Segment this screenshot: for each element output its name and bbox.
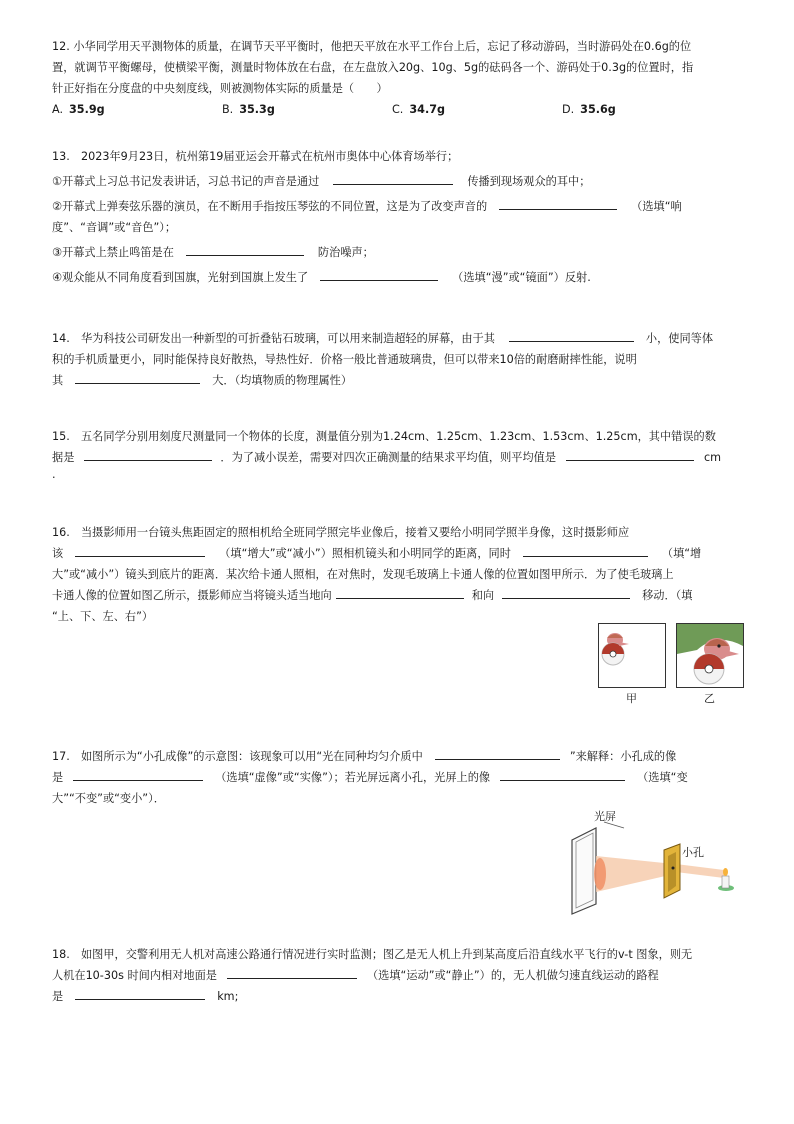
q15-line-3: . [52, 468, 56, 481]
q15-blank-2[interactable] [566, 447, 694, 461]
caption-yi: 乙 [704, 692, 715, 705]
q15-line-2: 据是 ．为了减小误差，需要对四次正确测量的结果求平均值，则平均值是 cm [52, 447, 742, 468]
q12-option-c[interactable]: C. 34.7g [392, 103, 445, 116]
q13-item-2: ②开幕式上弹奏弦乐器的演员，在不断用手指按压琴弦的不同位置，这是为了改变声音的 （选填“响 [52, 196, 742, 217]
q13-item-2-cont: 度”、“音调”或“音色”）； [52, 221, 177, 234]
question-14 [52, 328, 742, 391]
q15-line-1: 15. 五名同学分别用刻度尺测量同一个物体的长度，测量值分别为1.24cm、1.25cm、1.23cm、1.53cm、1.25cm，其中错误的数 [52, 430, 716, 443]
q17-line-1: 17. 如图所示为“小孔成像”的示意图：该现象可以用“光在同种均匀介质中 ”来解释：小孔成的像 [52, 746, 742, 767]
q13-blank-1[interactable] [333, 171, 453, 185]
q14-blank-1[interactable] [509, 328, 634, 342]
q13-item-3: ③开幕式上禁止鸣笛是在 防治噪声； [52, 242, 742, 263]
q13-item-4: ④观众能从不同角度看到国旗，光射到国旗上发生了 （选填“漫”或“镜面”）反射. [52, 267, 742, 288]
q17-blank-2[interactable] [73, 767, 203, 781]
q12-option-b[interactable]: B. 35.3g [222, 103, 275, 116]
q17-blank-3[interactable] [500, 767, 625, 781]
question-18 [52, 944, 742, 1007]
cartoon-figure-yi-icon [677, 624, 743, 687]
q17-blank-1[interactable] [435, 746, 560, 760]
pinhole-figure [566, 806, 746, 916]
q12-options [52, 99, 742, 120]
q16-line-4: 卡通人像的位置如图乙所示，摄影师应当将镜头适当地向 和向 移动．（填 [52, 585, 742, 606]
q14-blank-2[interactable] [75, 370, 200, 384]
q12-option-d[interactable]: D. 35.6g [562, 103, 616, 116]
figure-yi [676, 623, 744, 688]
q12-line-1: 12. 小华同学用天平测物体的质量，在调节天平平衡时，他把天平放在水平工作台上后，忘记了移动游码，当时游码处在0.6g的位 [52, 40, 692, 53]
q18-line-1: 18. 如图甲，交警利用无人机对高速公路通行情况进行实时监测；图乙是无人机上升到某高度后沿直线水平飞行的v-t 图象，则无 [52, 948, 693, 961]
q16-blank-3[interactable] [336, 585, 464, 599]
q16-blank-4[interactable] [502, 585, 630, 599]
question-13 [52, 146, 742, 288]
q17-line-2: 是 （选填“虚像”或“实像”）；若光屏远离小孔，光屏上的像 （选填“变 [52, 767, 742, 788]
q13-stem: 13. 2023年9月23日，杭州第19届亚运会开幕式在杭州市奥体中心体育场举行； [52, 150, 459, 163]
q16-blank-1[interactable] [75, 543, 205, 557]
q18-blank-1[interactable] [227, 965, 357, 979]
figure-jia [598, 623, 666, 688]
q18-line-3: 是 km; [52, 986, 742, 1007]
q14-line-3: 其 大．（均填物质的物理属性） [52, 370, 742, 391]
q17-line-3: 大”“不变”或“变小”）． [52, 792, 165, 805]
q18-line-2: 人机在10-30s 时间内相对地面是 （选填“运动”或“静止”）的，无人机做匀速直线运动的路程 [52, 965, 742, 986]
caption-jia: 甲 [626, 692, 637, 705]
q13-item-1: ①开幕式上习总书记发表讲话，习总书记的声音是通过 传播到现场观众的耳中； [52, 171, 742, 192]
question-17 [52, 746, 742, 809]
q16-line-1: 16. 当摄影师用一台镜头焦距固定的照相机给全班同学照完毕业像后，接着又要给小明同学照半身像，这时摄影师应 [52, 526, 630, 539]
q13-blank-4[interactable] [320, 267, 438, 281]
pinhole-diagram-icon [566, 806, 746, 916]
q16-line-5: “上、下、左、右”） [52, 610, 154, 623]
q16-line-3: 大”或“减小”）镜头到底片的距离．某次给卡通人照相，在对焦时，发现毛玻璃上卡通人像的位置如图甲所示．为了使毛玻璃上 [52, 568, 674, 581]
cartoon-figure-jia-icon [599, 624, 665, 687]
question-12 [52, 36, 742, 120]
q13-blank-2[interactable] [499, 196, 617, 210]
q18-blank-2[interactable] [75, 986, 205, 1000]
question-16 [52, 522, 742, 627]
q16-line-2: 该 （填“增大”或“减小”）照相机镜头和小明同学的距离，同时 （填“增 [52, 543, 742, 564]
label-hole: 小孔 [682, 846, 704, 859]
q12-line-3: 针正好指在分度盘的中央刻度线，则被测物体实际的质量是（ ） [52, 82, 388, 95]
q14-line-1: 14. 华为科技公司研发出一种新型的可折叠钻石玻璃，可以用来制造超轻的屏幕，由于其 小，使同等体 [52, 328, 742, 349]
question-15 [52, 426, 742, 482]
q15-blank-1[interactable] [84, 447, 212, 461]
label-screen: 光屏 [594, 810, 616, 823]
q12-option-a[interactable]: A. 35.9g [52, 103, 105, 116]
q16-blank-2[interactable] [523, 543, 648, 557]
q14-line-2: 积的手机质量更小，同时能保持良好散热，导热性好．价格一般比普通玻璃贵，但可以带来10倍的耐磨耐摔性能，说明 [52, 353, 637, 366]
q12-line-2: 置，就调节平衡螺母，使横梁平衡，测量时物体放在右盘，在左盘放入20g、10g、5g的砝码各一个、游码处于0.3g的位置时，指 [52, 61, 694, 74]
q13-blank-3[interactable] [186, 242, 304, 256]
